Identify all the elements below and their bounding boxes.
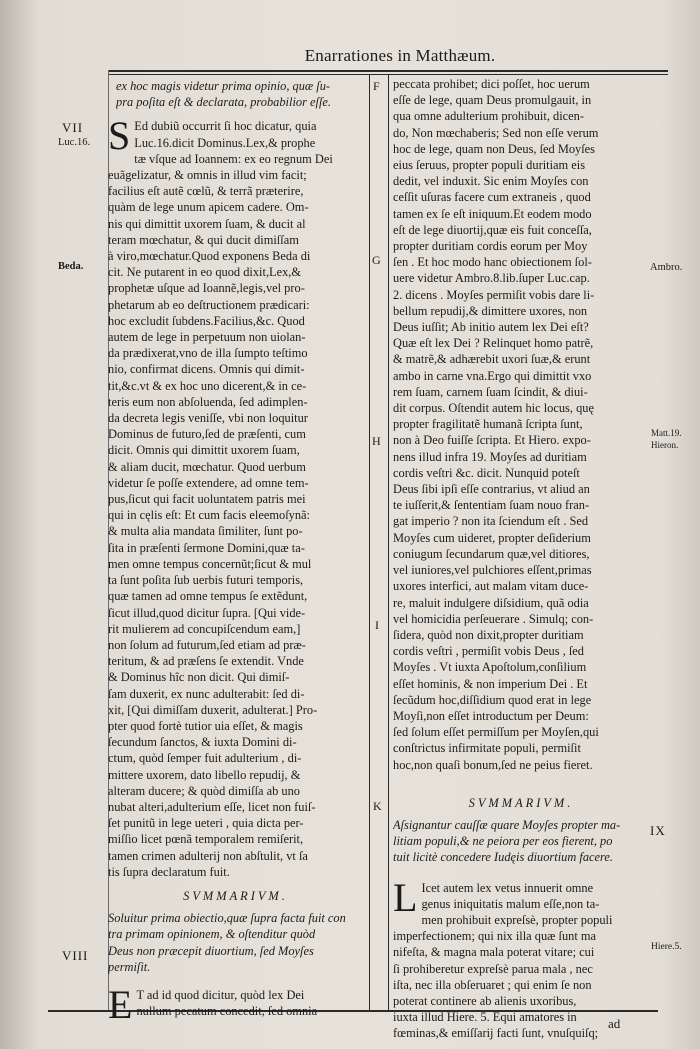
- text-line: ctum, quòd ſemper fuit adulterium , di-: [108, 751, 302, 766]
- text-line: fœminas,& emiſſarij facti ſunt, vnuſquiſq;: [393, 1026, 599, 1041]
- text-line: cordis veſtri &c. dicit. Nunquid poteſt: [393, 465, 580, 480]
- text-line: coniugum ſecundarum quæ,vel ditiores,: [393, 546, 590, 561]
- text-line: Deus iuſſit; Ab initio autem lex Dei eſt?: [393, 320, 589, 335]
- text-line: nullum pecatum concedit, ſed omnia: [136, 1004, 318, 1019]
- text-line: pus,ſicut qui facit uoluntatem patris mei: [108, 492, 306, 507]
- text-line: peccata prohibet; dici poſſet, hoc uerum: [393, 77, 590, 91]
- margin-section-vii: VII: [62, 120, 84, 135]
- text-line: cordis veſtri , permiſit vobis Deus , ſed: [393, 644, 584, 659]
- text-line: rit mulierem ad concupiſcendum eam,]: [108, 621, 301, 636]
- running-header: Enarrationes in Matthæum.: [304, 46, 496, 65]
- dropcap-l: L: [393, 874, 418, 920]
- text-line: ſita in præſenti ſermone Domini,quæ ta-: [108, 540, 305, 555]
- text-line: & aliam ducit, mœchatur. Quod uerbum: [108, 459, 306, 474]
- dropcap-e: E: [108, 981, 133, 1027]
- text-line: non ſolum ad futurum,ſed etiam ad præ-: [108, 637, 306, 652]
- text-line: phetarum ab eo deſtructionem prædicari:: [108, 297, 310, 312]
- text-line: & matrẽ,& adhærebit uxori ſuæ,& erunt: [393, 352, 591, 367]
- section-letter-g: G: [372, 253, 381, 267]
- text-line: autem de lege in perpetuum non uiolan-: [108, 330, 306, 345]
- text-line: eſſet hominis, & non imperium Dei . Et: [393, 676, 588, 691]
- summarium-text-right: [393, 817, 649, 866]
- text-line: videtur ſe poſſe extendere, ad omne tem-: [108, 475, 309, 490]
- summarium-heading-right: SVMMARIVM.: [468, 795, 574, 810]
- text-line: dit corpus. Oſtendit autem hic locus, quę: [393, 401, 594, 416]
- text-line: tæ vſque ad Ioannem: ex eo regnum Dei: [134, 151, 333, 166]
- section-letter-k: K: [373, 799, 382, 813]
- text-line: 2. dicens . Moyſes permiſit vobis dare li-: [393, 287, 595, 302]
- section-viii-text: [108, 981, 363, 1027]
- text-line: miſſio licet pœnã temporalem remiſerit,: [108, 832, 304, 847]
- text-line: ſi prohiberetur expreſsè parua mala , nec: [393, 961, 593, 976]
- margin-ref-matt: Matt.19.: [651, 428, 682, 438]
- text-line: alteram ducere; & quòd dimiſſa ab uno: [108, 783, 300, 798]
- left-column: [108, 78, 363, 1027]
- catchword: ad: [608, 1016, 621, 1031]
- text-line: tis ſupra declaratum fuit.: [108, 864, 230, 879]
- text-line: & Dominus hîc non dicit. Qui dimiſ-: [108, 670, 290, 685]
- text-line: nifeſta, & magna mala poterat vitare; cui: [393, 945, 595, 960]
- text-line: ſed ſolum eſſet permiſſum per Moyſen,qui: [393, 725, 599, 740]
- text-line: facilius eſt autẽ cœlũ, & terrã præterire,: [108, 184, 304, 199]
- section-letter-f: F: [373, 79, 380, 93]
- text-line: ambo in carne vna.Ergo qui dimittit vxo: [393, 368, 592, 383]
- text-line: ceſſit uſuras facere cum extraneis , quod: [393, 190, 591, 205]
- text-line: da decreta legis veniſſe, vbi non loquitur: [108, 411, 308, 426]
- text-line: pter quod fortè tutior uia eſſet, & magis: [108, 718, 303, 733]
- margin-ref-hiere: Hiere.5.: [651, 942, 682, 952]
- text-line: ſidera, quòd non dixit,propter duritiam: [393, 627, 584, 642]
- text-line: mittere uxorem, dato libello repudij, &: [108, 767, 301, 782]
- text-line: propter duritiam cordis eorum per Moy: [393, 239, 588, 254]
- text-line: ta ſunt poſita ſub uerbis futuri temporis,: [108, 573, 304, 588]
- text-line: da prædixerat,vno de illa ſumpto teſtimo: [108, 346, 308, 361]
- text-line: ſecũdum hoc,diſſidium quod erat in lege: [393, 692, 592, 707]
- text-line: rem ſuam, carnem ſuam ſcindit, & diui-: [393, 384, 588, 399]
- text-line: Deus ſibi ipſi eſſe contrarius, vt aliud an: [393, 482, 590, 497]
- text-line: te iuſſerit,& ſententiam ſuam nouo fran-: [393, 498, 590, 513]
- text-line: à viro,mœchatur.Quod exponens Beda di: [108, 249, 311, 264]
- text-line: teram mœchatur, & qui ducit dimiſſam: [108, 232, 299, 247]
- text-line: vel homicidia perſeuerare . Simulq; con-: [393, 611, 594, 626]
- text-line: Soluitur prima obiectio,quæ ſupra facta fuit con: [108, 911, 346, 926]
- text-line: qua omne adulterium prohibuit, dicen-: [393, 109, 584, 124]
- column-separator-right: [388, 74, 389, 1010]
- text-line: re, maluit indulgere diſsidium, quã odia: [393, 595, 589, 610]
- text-line: qui in cęlis eſt: Et cum facis eleemoſynã:: [108, 508, 310, 523]
- text-line: teritum, & ad præſens ſe extendit. Vnde: [108, 654, 304, 669]
- text-line: Luc.16.dicit Dominus.Lex,& prophe: [134, 135, 316, 150]
- column-separator-left: [369, 74, 370, 1010]
- text-line: Icet autem lex vetus innuerit omne: [421, 880, 594, 895]
- text-line: ſicut illud,quod dicitur ſupra. [Qui vide-: [108, 605, 306, 620]
- text-line: prophetæ uſque ad Ioannẽ,legis,vel pro-: [108, 281, 305, 296]
- text-line: vel iuniores,vel pulchiores eſſent,primas: [393, 563, 592, 578]
- text-line: propter fragilitatẽ humanã ſcripta ſunt,: [393, 417, 583, 432]
- margin-ref-ambro: Ambro.: [650, 262, 683, 273]
- text-line: xit, [Qui dimiſſam duxerit, adulterat.] Pro-: [108, 702, 318, 717]
- text-line: Quæ eſt lex Dei ? Relinquet homo patrẽ,: [393, 336, 594, 351]
- margin-ref-luc: Luc.16.: [58, 137, 91, 148]
- text-line: tra primam opinionem, & oſtenditur quòd: [108, 927, 316, 942]
- text-line: litiam populi,& ne peiora per eos fierent, po: [393, 834, 613, 849]
- text-line: tuit licitè concedere Iudęis diuortium facere.: [393, 850, 613, 865]
- right-column: [393, 76, 649, 1042]
- text-line: quæ tamen ad omne tempus ſe extẽdunt,: [108, 589, 308, 604]
- text-line: bellum repudij,& dimittere uxores, non: [393, 303, 588, 318]
- section-vii: [108, 113, 363, 880]
- text-line: ſet punitũ in lege ueteri , quia dicta per-: [108, 816, 304, 831]
- text-line: & multa alia mandata ſimiliter, ſunt po-: [108, 524, 303, 539]
- margin-ref-beda: Beda.: [58, 261, 84, 272]
- text-line: Deus non præcepit diuortium, ſed Moyſes: [108, 943, 314, 958]
- text-line: Moyſes cum uideret, propter deſiderium: [393, 530, 591, 545]
- right-text-part1: [393, 76, 649, 773]
- text-line: tit,&c.vt & ex hoc uno dicerent,& in ce-: [108, 378, 307, 393]
- section-letter-h: H: [372, 434, 381, 448]
- text-line: ſecundum ſanctos, & iuxta Domini di-: [108, 735, 297, 750]
- text-line: imperfectionem; qui nix illa quæ ſunt ma: [393, 929, 597, 944]
- text-line: eius ſeruus, propter populi duritiam eis: [393, 158, 586, 173]
- section-letter-i: I: [375, 618, 379, 632]
- text-line: dicit. Omnis qui dimittit uxorem ſuam,: [108, 443, 300, 458]
- text-line: conſtrictus infirmitate populi, permiſit: [393, 741, 581, 756]
- text-line: teris eum non abſoluenda, ſed adimplen-: [108, 394, 308, 409]
- summarium-text-left: [108, 910, 363, 975]
- text-line: eſſe de lege, quam Deus promulgauit, in: [393, 93, 592, 108]
- text-line: tamen ex ſe eſt iniquum.Et eodem modo: [393, 206, 592, 221]
- summarium-heading-left: SVMMARIVM.: [183, 888, 288, 903]
- text-line: Moyſes . Vt iuxta Apoſtolum,conſilium: [393, 660, 587, 675]
- left-opening-text: [108, 78, 363, 110]
- text-line: permiſit.: [108, 959, 151, 974]
- text-line: euãgelizatur, & omnis in illud vim facit;: [108, 168, 307, 183]
- text-line: hoc,non quaſi bonum,ſed ne peius fieret.: [393, 757, 593, 772]
- text-line: gat imperio ? non ita ſciendum eſt . Sed: [393, 514, 589, 529]
- text-line: uxores interfici, aut malam vitam duce-: [393, 579, 589, 594]
- text-line: eſt de lege diuortij,quæ eis fuit conceſſa,: [393, 222, 592, 237]
- text-line: quàm de lege unum apicem cadere. Om-: [108, 200, 309, 215]
- text-line: men prohibuit expreſsè, propter populi: [421, 912, 613, 927]
- text-line: nis qui dimittit uxorem ſuam, & ducit al: [108, 216, 306, 231]
- margin-section-viii: VIII: [62, 948, 89, 963]
- text-line: men omne tempus concernũt;ſicut & mul: [108, 556, 312, 571]
- text-line: genus iniquitatis malum eſſe,non ta-: [421, 896, 600, 911]
- text-line: uere videtur Ambro.8.lib.ſuper Luc.cap.: [393, 271, 590, 286]
- text-line: Dominus de futuro,ſed de præſenti, cum: [108, 427, 306, 442]
- text-line: tamen crimen adulterij non abſtulit, vt ſa: [108, 848, 308, 863]
- text-line: do, Non mœchaberis; Sed non eſſe verum: [393, 125, 599, 140]
- text-line: hoc excludit ſubdens.Facilius,&c. Quod: [108, 313, 305, 328]
- text-line: ex hoc magis videtur prima opinio, quæ ſu-: [116, 79, 331, 93]
- text-line: hoc de lege, quam non Deus, ſed Moyſes: [393, 141, 595, 156]
- text-line: non à Deo fuiſſe ſcripta. Et Hiero. expo-: [393, 433, 591, 448]
- text-line: cit. Ne putarent in eo quod dixit,Lex,&: [108, 265, 302, 280]
- section-viii: [108, 981, 363, 1027]
- text-line: Moyſi,non eſſet introductum per Deum:: [393, 708, 589, 723]
- section-vii-text: [108, 113, 363, 880]
- text-line: ſam duxerit, ex nunc adulterabit: ſed di-: [108, 686, 305, 701]
- text-line: poterat continere ab alienis uxoribus,: [393, 993, 577, 1008]
- text-line: ſen . Et hoc modo hanc obiectionem ſol-: [393, 255, 592, 270]
- text-line: dedit, vel induxit. Sic enim Moyſes con: [393, 174, 589, 189]
- header-rule: [108, 70, 668, 72]
- text-line: Ed dubiũ occurrit ſi hoc dicatur, quia: [134, 119, 317, 134]
- text-line: pra poſita eſt & declarata, probabilior eſſe.: [116, 95, 331, 110]
- dropcap-s: S: [108, 113, 131, 159]
- text-line: Aſsignantur cauſſæ quare Moyſes propter ma-: [393, 817, 621, 832]
- margin-ref-hieron: Hieron.: [651, 440, 679, 450]
- text-line: nens illud infra 19. Moyſes ad duritiam: [393, 449, 587, 464]
- text-line: iſta, nec illa obſeruaret ; qui enim ſe non: [393, 977, 592, 992]
- text-line: nubat alteri,adulterium eſſe, licet non fuiſ-: [108, 799, 316, 814]
- text-line: iuxta illud Hiere. 5. Equi amatores in: [393, 1010, 577, 1025]
- margin-section-ix: IX: [650, 823, 666, 838]
- text-line: T ad id quod dicitur, quòd lex Dei: [136, 987, 305, 1002]
- text-line: nio, confirmat dicens. Omnis qui dimit-: [108, 362, 305, 377]
